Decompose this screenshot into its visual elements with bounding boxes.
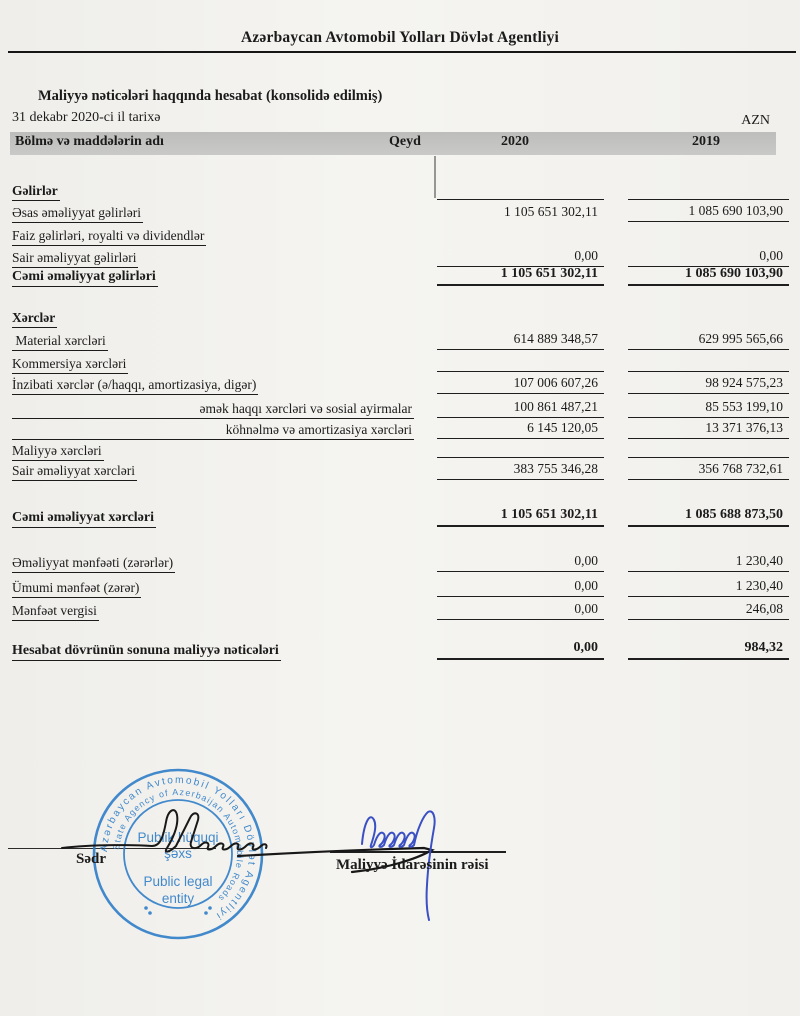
value-2020: 100 861 487,21: [437, 395, 604, 418]
row-label: Kommersiya xərcləri: [12, 356, 128, 374]
value-2020: 0,00: [437, 597, 604, 620]
row-label: Cəmi əməliyyat gəlirləri: [12, 269, 158, 287]
value-2019: 85 553 199,10: [628, 395, 789, 418]
finance-director-label: Maliyyə İdarəsinin rəisi: [336, 857, 489, 873]
row-label: Əsas əməliyyat gəlirləri: [12, 205, 143, 223]
row-label: Material xərcləri: [12, 333, 108, 351]
value-2019: 629 995 565,66: [628, 327, 789, 350]
svg-text:Publik hüquqi: Publik hüquqi: [137, 830, 219, 845]
table-row: [12, 422, 788, 444]
svg-text:Public legal: Public legal: [143, 874, 213, 889]
table-row: [12, 205, 788, 227]
value-2019: 1 230,40: [628, 549, 789, 572]
header-note: Qeyd: [389, 134, 421, 149]
row-label: Sair əməliyyat gəlirləri: [12, 250, 138, 268]
value-2019: 1 085 690 103,90: [628, 199, 789, 222]
table-body: [12, 0, 788, 700]
value-2020: 0,00: [437, 637, 604, 660]
value-2020: 1 105 651 302,11: [437, 504, 604, 527]
table-row: [12, 266, 788, 291]
value-2019: 1 230,40: [628, 574, 789, 597]
value-2020: 1 105 651 302,11: [437, 199, 604, 222]
svg-text:entity: entity: [161, 891, 195, 906]
row-label: əmək haqqı xərcləri və sosial ayirmalar: [12, 401, 414, 419]
row-label: Sair əməliyyat xərcləri: [12, 463, 137, 481]
row-label: Ümumi mənfəət (zərər): [12, 580, 141, 598]
value-2020: 383 755 346,28: [437, 457, 604, 480]
row-label: Maliyyə xərcləri: [12, 443, 104, 461]
row-label: Cəmi əməliyyat xərcləri: [12, 510, 156, 528]
row-label: Əməliyyat mənfəəti (zərərlər): [12, 555, 175, 573]
value-2019: 1 085 690 103,90: [628, 263, 789, 286]
row-label: Hesabat dövrünün sonuna maliyyə nəticələri: [12, 643, 281, 661]
report-title: Maliyyə nəticələri haqqında hesabat (konsolidə edilmiş): [38, 88, 383, 104]
table-row: [12, 603, 788, 625]
report-date: 31 dekabr 2020-ci il tarixə: [12, 110, 161, 125]
stamp-ring-text-az: Azərbaycan Avtomobil Yolları Dövlət Agentliyi: [98, 774, 258, 922]
org-title: Azərbaycan Avtomobil Yolları Dövlət Agentliyi: [240, 29, 560, 46]
row-label: İnzibati xərclər (ə/haqqı, amortizasiya, digər): [12, 377, 258, 395]
value-2019: 0,00: [628, 244, 789, 267]
value-2020: 0,00: [437, 574, 604, 597]
row-label: Xərclər: [12, 310, 57, 328]
row-label: Gəlirlər: [12, 183, 60, 201]
chairman-label: Sədr: [76, 851, 106, 867]
value-2020: 0,00: [437, 244, 604, 267]
value-2019: 98 924 575,23: [628, 371, 789, 394]
row-label: Mənfəət vergisi: [12, 603, 99, 621]
header-2020: 2020: [501, 134, 529, 149]
table-row: [12, 463, 788, 485]
value-2019: 356 768 732,61: [628, 457, 789, 480]
value-2020: 107 006 607,26: [437, 371, 604, 394]
signatures-layer: [0, 760, 800, 1016]
value-2019: 984,32: [628, 637, 789, 660]
value-2019: 246,08: [628, 597, 789, 620]
table-row: [12, 507, 788, 532]
value-2020: 614 889 348,57: [437, 327, 604, 350]
stamp-ring-text-en: State Agency of Azerbaijan Automobile Roads: [111, 786, 246, 904]
table-row: [12, 333, 788, 355]
value-2019: 13 371 376,13: [628, 416, 789, 439]
value-2020: 6 145 120,05: [437, 416, 604, 439]
value-2019: 1 085 688 873,50: [628, 504, 789, 527]
svg-text:şəxs: şəxs: [164, 846, 192, 861]
value-2020: 1 105 651 302,11: [437, 263, 604, 286]
row-label: köhnəlmə və amortizasiya xərcləri: [12, 422, 414, 440]
currency-label: AZN: [741, 113, 770, 128]
row-label: Faiz gəlirləri, royalti və dividendlər: [12, 228, 206, 246]
header-name: Bölmə və maddələrin adı: [15, 134, 164, 149]
value-2020: 0,00: [437, 549, 604, 572]
header-2019: 2019: [692, 134, 720, 149]
table-row: [12, 640, 788, 665]
